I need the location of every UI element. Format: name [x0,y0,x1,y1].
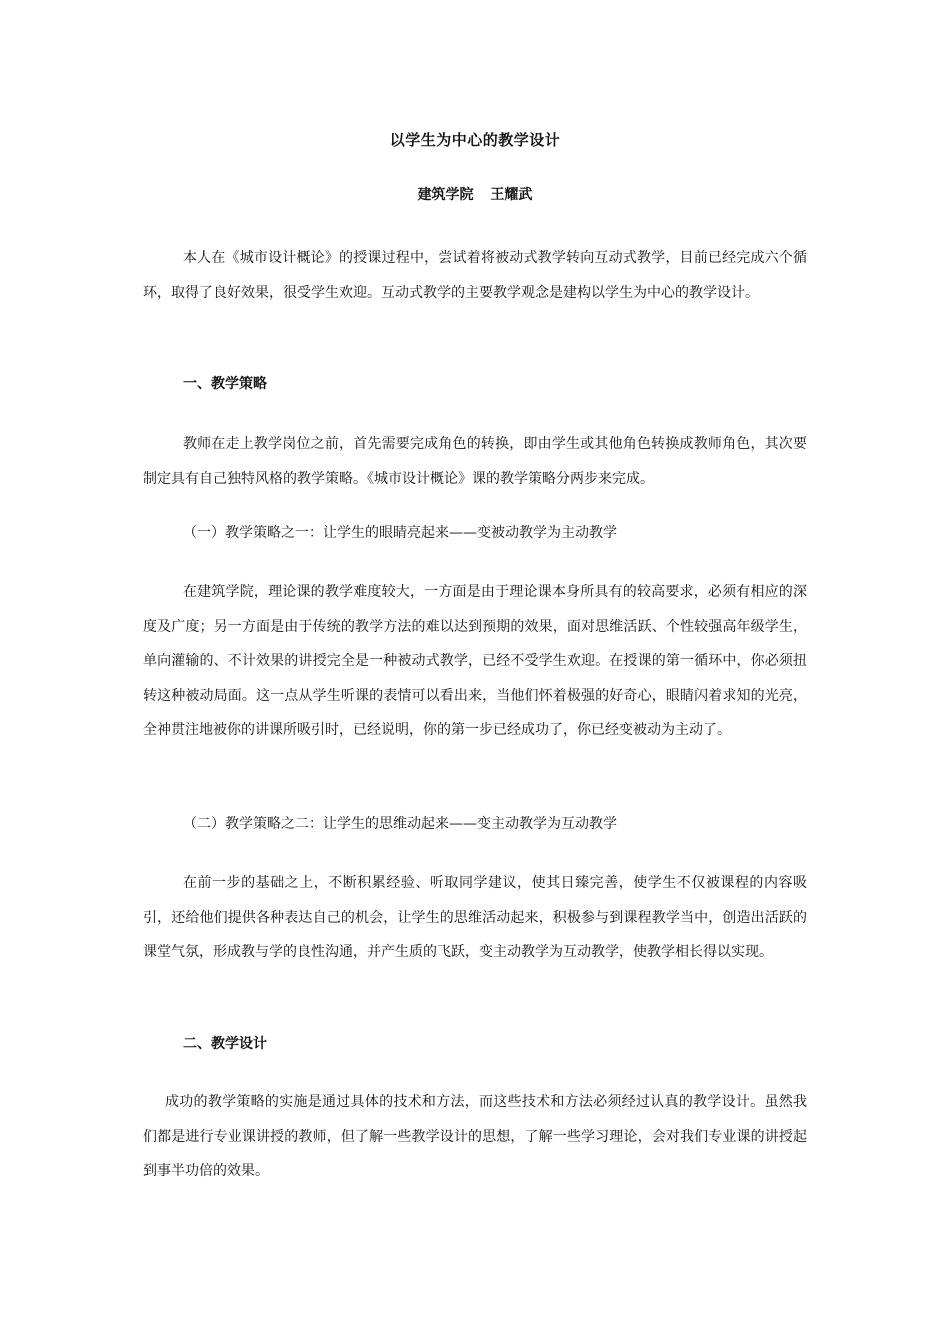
subsection-1-paragraph: 在建筑学院，理论课的教学难度较大，一方面是由于理论课本身所具有的较高要求，必须有相应的深度及广度；另一方面是由于传统的教学方法的难以达到预期的效果，面对思维活跃、个性较强高年级学生，单向灌输的、不计效果的讲授完全是一种被动式教学，已经不受学生欢迎。在授课的第一循环中，你必须扭转这种被动局面。这一点从学生听课的表情可以看出来，当他们怀着极强的好奇心，眼睛闪着求知的光亮，全神贯注地被你的讲课所吸引时，已经说明，你的第一步已经成功了，你已经变被动为主动了。 [143,584,807,738]
section-2-heading: 二、教学设计 [183,1036,267,1052]
intro-paragraph: 本人在《城市设计概论》的授课过程中，尝试着将被动式教学转向互动式教学，目前已经完成六个循环，取得了良好效果，很受学生欢迎。互动式教学的主要教学观念是建构以学生为中心的教学设计。 [143,250,807,301]
subsection-1-heading: （一）教学策略之一：让学生的眼睛亮起来——变被动教学为主动教学 [183,525,617,541]
document-title: 以学生为中心的教学设计 [389,131,561,149]
section-1-paragraph: 教师在走上教学岗位之前，首先需要完成角色的转换，即由学生或其他角色转换成教师角色，其次要制定具有自己独特风格的教学策略。《城市设计概论》课的教学策略分两步来完成。 [143,436,807,487]
document-author: 建筑学院 王耀武 [417,187,533,203]
section-1-heading: 一、教学策略 [183,376,267,392]
subsection-2-heading: （二）教学策略之二：让学生的思维动起来——变主动教学为互动教学 [183,816,617,832]
section-2-paragraph: 成功的教学策略的实施是通过具体的技术和方法，而这些技术和方法必须经过认真的教学设计。虽然我们都是进行专业课讲授的教师，但了解一些教学设计的思想，了解一些学习理论，会对我们专业课的讲授起到事半功倍的效果。 [143,1094,807,1179]
subsection-2-paragraph: 在前一步的基础之上，不断积累经验、听取同学建议，使其日臻完善，使学生不仅被课程的内容吸引，还给他们提供各种表达自己的机会，让学生的思维活动起来，积极参与到课程教学当中，创造出活跃的课堂气氛，形成教与学的良性沟通，并产生质的飞跃，变主动教学为互动教学，使教学相长得以实现。 [143,875,807,960]
